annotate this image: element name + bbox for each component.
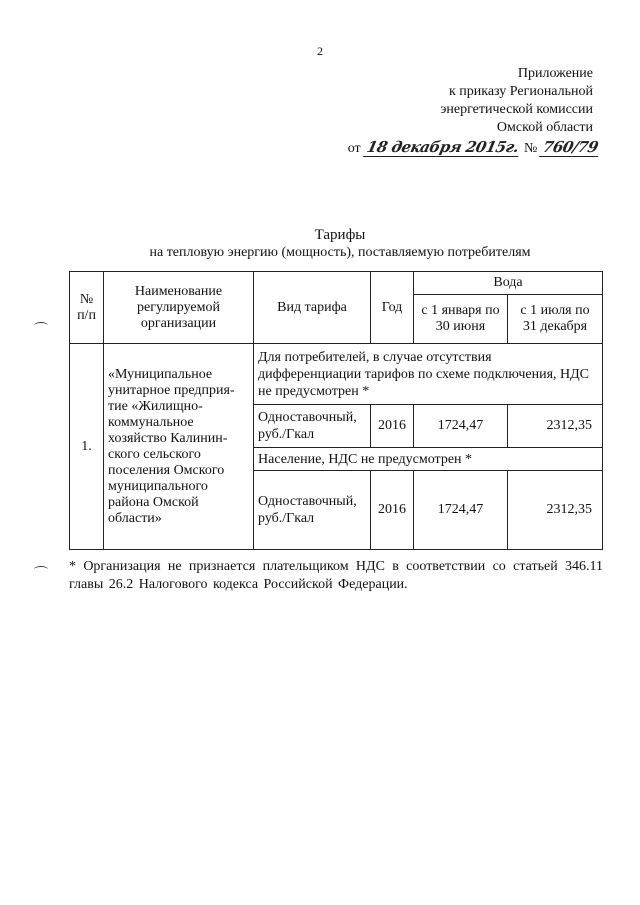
tariff-table	[69, 271, 603, 550]
header-year: Год	[371, 272, 414, 344]
header-type: Вид тарифа	[254, 272, 371, 344]
appendix-block	[440, 65, 593, 137]
handwritten-date: 18 декабря 2015г.	[363, 138, 522, 157]
tariff-value-h2: 2312,35	[508, 405, 603, 448]
document-title: Тарифы	[314, 227, 366, 243]
tariff-type: Одноставочный, руб./Гкал	[254, 471, 371, 550]
hole-punch-mark	[34, 566, 48, 573]
footnote: * Организация не признается плательщиком НДС в соответствии со статьей 346.11 главы 26.2 Налогового кодекса Российской Федерации.	[69, 559, 603, 592]
hole-punch-mark	[34, 322, 48, 329]
header-water: Вода	[414, 272, 603, 295]
page-number: 2	[317, 44, 323, 58]
appendix-line-2: к приказу Региональной	[448, 84, 593, 99]
header-num: № п/п	[70, 272, 104, 344]
tariff-year: 2016	[371, 405, 414, 448]
tariff-year: 2016	[371, 471, 414, 550]
header-period-2: с 1 июля по 31 декабря	[508, 295, 603, 344]
organization-name: «Муниципальное унитарное предприя-тие «Жилищно-коммунальное хозяйство Калинин-ского сельского поселения Омского муниципального района Омской области»	[104, 344, 254, 550]
tariff-type: Одноставочный, руб./Гкал	[254, 405, 371, 448]
handwritten-number: 760/79	[539, 138, 602, 157]
document-subtitle: на тепловую энергию (мощность), поставляемую потребителям	[149, 245, 531, 260]
header-period-1: с 1 января по 30 июня	[414, 295, 508, 344]
tariff-value-h1: 1724,47	[414, 405, 508, 448]
condition-general: Для потребителей, в случае отсутствия дифференциации тарифов по схеме подключения, НДС не предусмотрен *	[254, 344, 603, 405]
appendix-line-3: энергетической комиссии	[440, 102, 593, 117]
condition-population: Население, НДС не предусмотрен *	[254, 448, 603, 471]
appendix-line-1: Приложение	[517, 66, 593, 81]
tariff-value-h1: 1724,47	[414, 471, 508, 550]
number-label: №	[523, 141, 538, 156]
header-row-1	[70, 272, 603, 295]
row-number: 1.	[70, 344, 104, 550]
from-label: от	[347, 141, 361, 156]
header-org: Наименование регулируемой организации	[104, 272, 254, 344]
order-reference	[348, 138, 600, 157]
table-row	[70, 344, 603, 405]
appendix-line-4: Омской области	[496, 120, 593, 135]
tariff-value-h2: 2312,35	[508, 471, 603, 550]
